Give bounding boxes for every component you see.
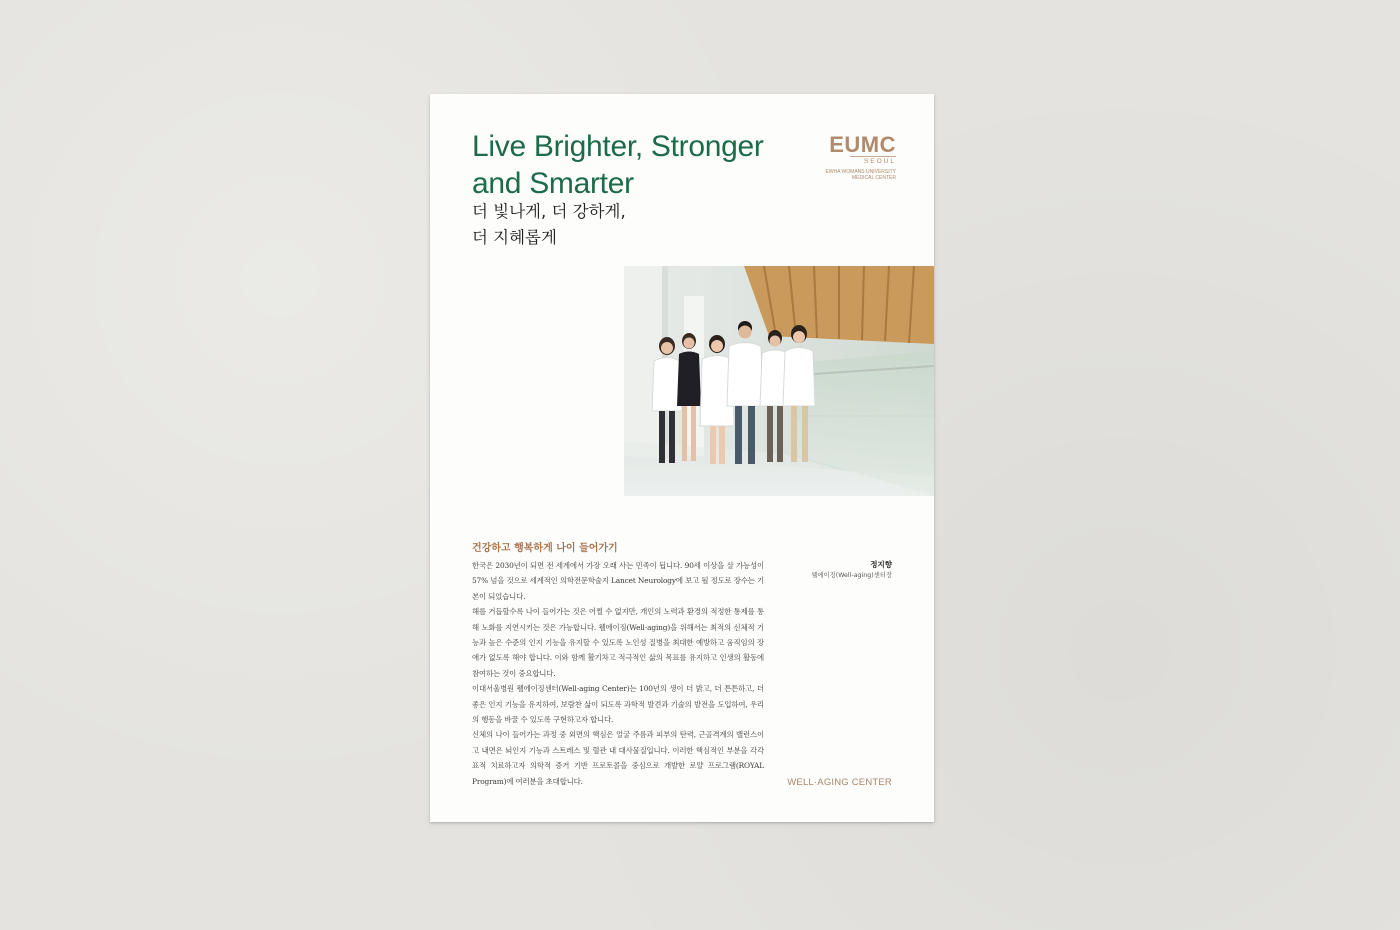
paragraph: 이대서울병원 웰에이징센터(Well-aging Center)는 100년의 생이 더 밝고, 더 튼튼하고, 더 좋은 인지 기능을 유지하여, 보람찬 삶이 되도록 과학적 발견과 기술의 발전을 도입하여, 우리의 행동을 바꿀 수 있도록 구현하고자 합니다. <box>472 684 764 725</box>
author-role: 웰에이징(Well-aging)센터장 <box>811 572 892 579</box>
body-text <box>472 558 764 789</box>
eumc-logo <box>812 134 896 181</box>
subtitle-line-2: 더 지혜롭게 <box>472 228 557 247</box>
page-title <box>472 128 792 202</box>
logo-institution-name <box>812 169 896 181</box>
logo-name-line-1: EWHA WOMANS UNIVERSITY <box>825 169 896 175</box>
brochure-page <box>430 94 934 822</box>
title-line-1: Live Brighter, Stronger <box>472 130 764 163</box>
footer-brand: WELL·AGING CENTER <box>787 777 892 788</box>
logo-name-line-2: MEDICAL CENTER <box>852 175 896 181</box>
group-of-doctors-photo <box>624 266 934 496</box>
section-heading: 건강하고 행복하게 나이 들어가기 <box>472 543 618 554</box>
paragraph: 한국은 2030년이 되면 전 세계에서 가장 오래 사는 민족이 됩니다. 90세 이상을 살 가능성이 57% 넘을 것으로 세계적인 의학전문학술지 Lancet Neurology에 보고 될 정도로 장수는 기본이 되었습니다. <box>472 561 764 601</box>
paragraph: 신체의 나이 들어가는 과정 중 외면의 핵심은 얼굴 주름과 피부의 탄력, 근골격계의 밸런스이고 내면은 뇌인지 기능과 스트레스 및 혈관 내 대사물질입니다. 이러한 핵심적인 부분을 각각 표적 치료하고자 의학적 증거 기반 프로토콜을 중심으로 개발한 로얄 프로그램(ROYAL Program)에 여러분을 초대합니다. <box>472 730 764 786</box>
paragraph: 해를 거듭할수록 나이 들어가는 것은 어쩔 수 없지만, 개인의 노력과 환경의 적정한 통제를 통해 노화를 지연시키는 것은 가능합니다. 웰에이징(Well-aging)을 위해서는 최적의 신체적 기능과 높은 수준의 인지 기능을 유지할 수 있도록 노인성 질병을 최대한 예방하고 움직임의 장애가 없도록 해야 합니다. 이와 함께 활기차고 적극적인 삶의 목표를 유지하고 인생의 활동에 참여하는 것이 중요합니다. <box>472 607 764 678</box>
logo-mark: EUMC <box>829 132 896 157</box>
page-subtitle <box>472 199 626 251</box>
author-block <box>811 559 892 581</box>
author-name: 정지향 <box>870 560 892 569</box>
title-line-2: and Smarter <box>472 167 634 200</box>
subtitle-line-1: 더 빛나게, 더 강하게, <box>472 202 626 221</box>
logo-city: SEOUL <box>850 156 896 166</box>
